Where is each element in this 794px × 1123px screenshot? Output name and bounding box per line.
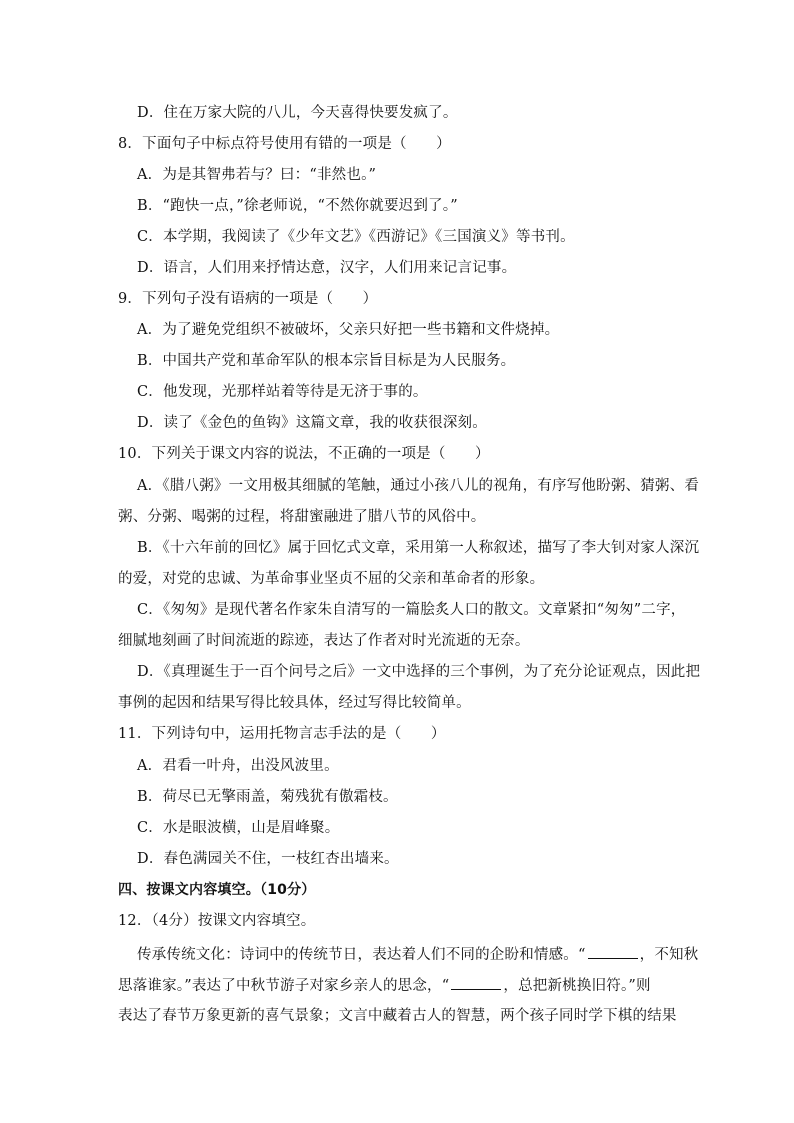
q11-option-a: A．君看一叶舟，出没风波里。 [137, 758, 339, 774]
q11-option-b: B．荷尽已无擎雨盖，菊残犹有傲霜枝。 [137, 789, 398, 805]
q12-line2-text-b: ，总把新桃换旧符。”则 [503, 978, 651, 994]
q12-paragraph-line3: 表达了春节万象更新的喜气景象；文言中藏着古人的智慧，两个孩子同时学下棋的结果 [118, 1008, 677, 1024]
q10-option-c-line2: 细腻地刻画了时间流逝的踪迹，表达了作者对时光流逝的无奈。 [118, 633, 530, 649]
fill-blank-1[interactable] [588, 944, 638, 959]
fill-blank-2[interactable] [451, 975, 501, 990]
q10-option-d-line2: 事例的起因和结果写得比较具体，经过写得比较简单。 [118, 695, 471, 711]
q10-option-b-line1: B．《十六年前的回忆》属于回忆式文章，采用第一人称叙述，描写了李大钊对家人深沉 [137, 540, 700, 556]
q7-option-d: D．住在万家大院的八儿，今天喜得快要发疯了。 [137, 105, 458, 121]
q12-line2-text-a: 思落谁家。”表达了中秋节游子对家乡亲人的思念，“ [118, 978, 450, 994]
q8-option-a: A．为是其智弗若与？曰：“非然也。” [137, 167, 377, 183]
q10-option-b-line2: 的爱，对党的忠诚、为革命事业坚贞不屈的父亲和革命者的形象。 [118, 571, 545, 587]
q12-stem: 12．（4分）按课文内容填空。 [118, 913, 316, 929]
q11-stem: 11．下列诗句中，运用托物言志手法的是（ ） [118, 726, 446, 742]
q8-stem: 8．下面句子中标点符号使用有错的一项是（ ） [118, 136, 451, 152]
q12-line1-text-b: ，不知秋 [639, 947, 699, 963]
q10-stem: 10．下列关于课文内容的说法，不正确的一项是（ ） [118, 446, 490, 462]
q12-paragraph-line1 [137, 944, 698, 965]
q11-option-d: D．春色满园关不住，一枝红杏出墙来。 [137, 851, 399, 867]
q8-option-d: D．语言，人们用来抒情达意，汉字，人们用来记言记事。 [137, 260, 517, 276]
q9-stem: 9．下列句子没有语病的一项是（ ） [118, 291, 378, 307]
q10-option-a-line2: 粥、分粥、喝粥的过程，将甜蜜融进了腊八节的风俗中。 [118, 509, 486, 525]
q12-paragraph-line2 [118, 975, 651, 996]
q9-option-a: A．为了避免党组织不被破坏，父亲只好把一些书籍和文件烧掉。 [137, 322, 560, 338]
q11-option-c: C．水是眼波横，山是眉峰聚。 [137, 820, 340, 836]
q10-option-a-line1: A．《腊八粥》一文用极其细腻的笔触，通过小孩八儿的视角，有序写他盼粥、猜粥、看 [137, 478, 700, 494]
q8-option-b: B．“跑快一点，”徐老师说，“不然你就要迟到了。” [137, 198, 458, 214]
q9-option-c: C．他发现，光那样站着等待是无济于事的。 [137, 384, 428, 400]
q10-option-d-line1: D．《真理诞生于一百个问号之后》一文中选择的三个事例，为了充分论证观点，因此把 [137, 664, 701, 680]
q10-option-c-line1: C．《匆匆》是现代著名作家朱自清写的一篇脍炙人口的散文。文章紧扣“匆匆”二字， [137, 602, 686, 618]
section-title: 四、按课文内容填空。（10分） [118, 882, 316, 898]
q9-option-d: D．读了《金色的鱼钩》这篇文章，我的收获很深刻。 [137, 415, 487, 431]
q8-option-c: C．本学期，我阅读了《少年文艺》《西游记》《三国演义》等书刊。 [137, 229, 575, 245]
q12-line1-text-a: 传承传统文化：诗词中的传统节日，表达着人们不同的企盼和情感。“ [137, 947, 586, 963]
q9-option-b: B．中国共产党和革命军队的根本宗旨目标是为人民服务。 [137, 353, 516, 369]
